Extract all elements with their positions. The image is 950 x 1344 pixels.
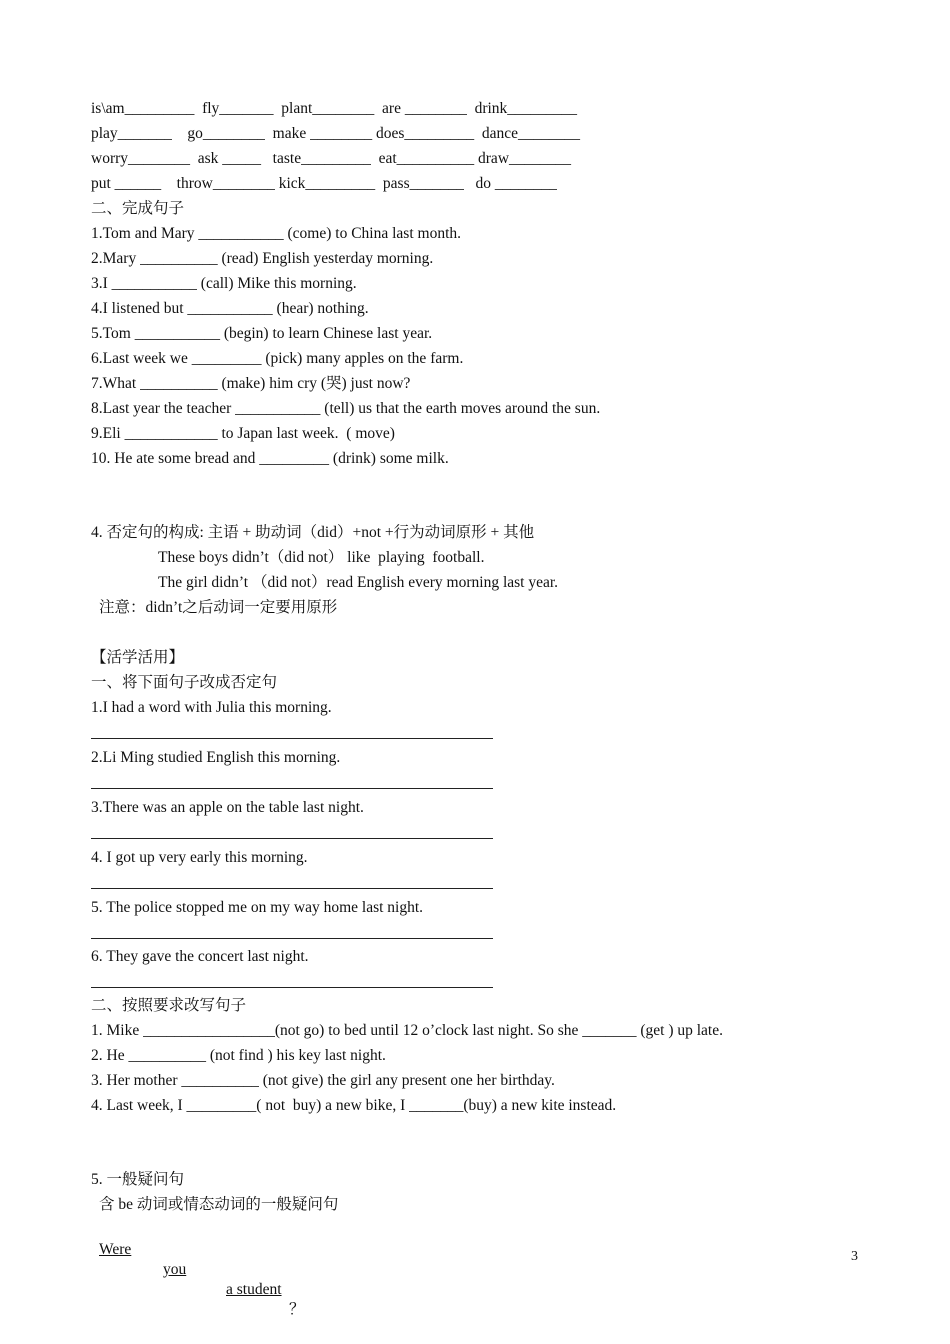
answer-line[interactable] xyxy=(91,987,493,988)
answer-line[interactable] xyxy=(91,788,493,789)
answer-line[interactable] xyxy=(91,888,493,889)
exercise-item: 6.Last week we _________ (pick) many apples on the farm. xyxy=(91,350,464,367)
example-word: you xyxy=(163,1261,187,1278)
example-punctuation: ？ xyxy=(289,1301,305,1318)
exercise-item: 8.Last year the teacher ___________ (tell) us that the earth moves around the sun. xyxy=(91,400,601,417)
exercise-item: 7.What __________ (make) him cry (哭) just now? xyxy=(91,375,411,392)
answer-line[interactable] xyxy=(91,838,493,839)
section-heading-negative-rewrite: 一、将下面句子改成否定句 xyxy=(91,674,278,691)
exercise-item: 4. Last week, I _________( not buy) a new bike, I _______(buy) a new kite instead. xyxy=(91,1097,617,1114)
exercise-item: 3. Her mother __________ (not give) the girl any present one her birthday. xyxy=(91,1072,555,1089)
rule-heading-negative: 4. 否定句的构成: 主语 + 助动词（did）+not +行为动词原形 + 其他 xyxy=(91,524,535,541)
rule-example: The girl didn’t （did not）read English every morning last year. xyxy=(158,574,559,591)
page-number: 3 xyxy=(851,1249,858,1264)
practice-title: 【活学活用】 xyxy=(91,649,185,666)
exercise-item: 10. He ate some bread and _________ (drink) some milk. xyxy=(91,450,449,467)
exercise-item: 5. The police stopped me on my way home last night. xyxy=(91,899,424,916)
rule-subheading: 含 be 动词或情态动词的一般疑问句 xyxy=(99,1196,339,1213)
example-word: Were xyxy=(99,1241,132,1258)
exercise-item: 3.There was an apple on the table last night. xyxy=(91,799,364,816)
exercise-item: 1.I had a word with Julia this morning. xyxy=(91,699,332,716)
exercise-item: 2. He __________ (not find ) his key last night. xyxy=(91,1047,386,1064)
exercise-item: 3.I ___________ (call) Mike this morning. xyxy=(91,275,357,292)
verb-row: is\am_________ fly_______ plant________ are ________ drink_________ xyxy=(91,100,578,117)
rule-heading-questions: 5. 一般疑问句 xyxy=(91,1171,185,1188)
exercise-item: 5.Tom ___________ (begin) to learn Chinese last year. xyxy=(91,325,433,342)
section-heading-rewrite: 二、按照要求改写句子 xyxy=(91,997,247,1014)
exercise-item: 1. Mike _________________(not go) to bed until 12 o’clock last night. So she _______ (get ) up late. xyxy=(91,1022,723,1039)
exercise-item: 4.I listened but ___________ (hear) nothing. xyxy=(91,300,369,317)
answer-line[interactable] xyxy=(91,738,493,739)
verb-row: put ______ throw________ kick_________ pass_______ do ________ xyxy=(91,175,557,192)
answer-line[interactable] xyxy=(91,938,493,939)
question-example xyxy=(0,1220,950,1318)
verb-row: play_______ go________ make ________ does_________ dance________ xyxy=(91,125,581,142)
rule-note: 注意：didn’t之后动词一定要用原形 xyxy=(99,599,338,616)
exercise-item: 6. They gave the concert last night. xyxy=(91,948,309,965)
exercise-item: 4. I got up very early this morning. xyxy=(91,849,308,866)
section-heading-complete: 二、完成句子 xyxy=(91,200,185,217)
exercise-item: 9.Eli ____________ to Japan last week. ( move) xyxy=(91,425,395,442)
verb-row: worry________ ask _____ taste_________ eat__________ draw________ xyxy=(91,150,572,167)
example-word: a student xyxy=(226,1281,282,1298)
rule-example: These boys didn’t（did not） like playing football. xyxy=(158,549,485,566)
exercise-item: 2.Mary __________ (read) English yesterday morning. xyxy=(91,250,434,267)
exercise-item: 2.Li Ming studied English this morning. xyxy=(91,749,341,766)
exercise-item: 1.Tom and Mary ___________ (come) to China last month. xyxy=(91,225,462,242)
